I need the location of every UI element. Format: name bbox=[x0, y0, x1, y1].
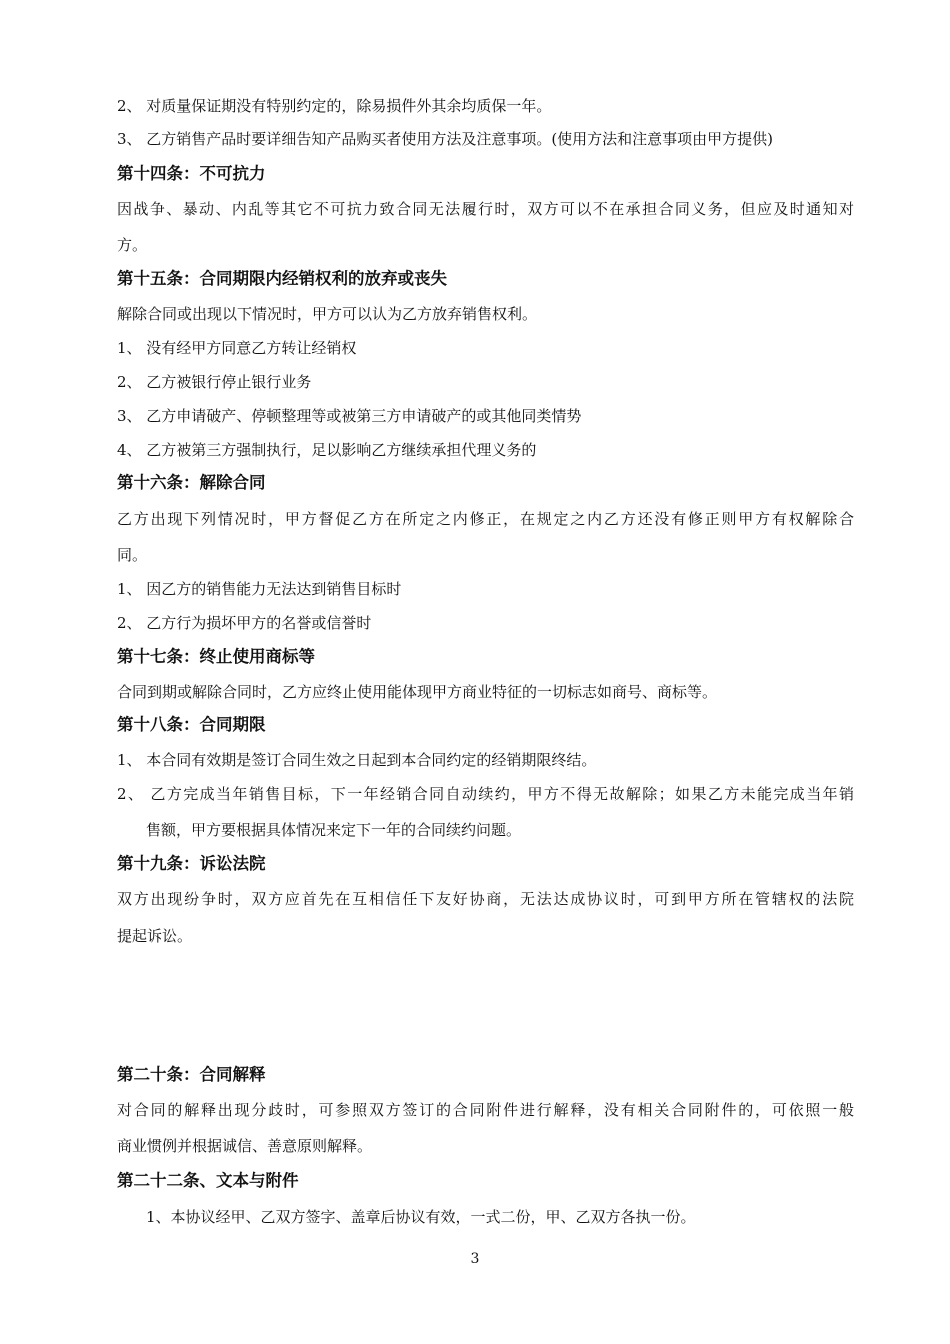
article-19-text-cont: 提起诉讼。 bbox=[117, 927, 193, 945]
article-14-heading: 第十四条：不可抗力 bbox=[117, 164, 266, 183]
article-15-item-1: 1、 没有经甲方同意乙方转让经销权 bbox=[117, 339, 357, 357]
article-18-item-2: 2、 乙方完成当年销售目标，下一年经销合同自动续约，甲方不得无故解除；如果乙方未能完成当年销 bbox=[117, 785, 854, 803]
article-16-text: 乙方出现下列情况时，甲方督促乙方在所定之内修正，在规定之内乙方还没有修正则甲方有权解除合 bbox=[117, 510, 854, 528]
article-15-item-4: 4、 乙方被第三方强制执行，足以影响乙方继续承担代理义务的 bbox=[117, 441, 537, 459]
article-17-text: 合同到期或解除合同时，乙方应终止使用能体现甲方商业特征的一切标志如商号、商标等。 bbox=[117, 683, 718, 701]
article-20-text: 对合同的解释出现分歧时，可参照双方签订的合同附件进行解释，没有相关合同附件的，可依照一般 bbox=[117, 1101, 854, 1119]
article-18-item-2-cont: 售额，甲方要根据具体情况来定下一年的合同续约问题。 bbox=[146, 821, 522, 839]
article-19-text: 双方出现纷争时，双方应首先在互相信任下友好协商，无法达成协议时，可到甲方所在管辖权的法院 bbox=[117, 890, 854, 908]
article-18-heading: 第十八条：合同期限 bbox=[117, 715, 266, 734]
article-14-text: 因战争、暴动、内乱等其它不可抗力致合同无法履行时，双方可以不在承担合同义务，但应及时通知对 bbox=[117, 200, 854, 218]
article-19-heading: 第十九条：诉讼法院 bbox=[117, 854, 266, 873]
article-15-item-2: 2、 乙方被银行停止银行业务 bbox=[117, 373, 312, 391]
article-18-item-1: 1、 本合同有效期是签订合同生效之日起到本合同约定的经销期限终结。 bbox=[117, 751, 597, 769]
article-15-heading: 第十五条：合同期限内经销权利的放弃或丧失 bbox=[117, 269, 447, 288]
article-15-item-3: 3、 乙方申请破产、停顿整理等或被第三方申请破产的或其他同类情势 bbox=[117, 407, 582, 425]
quality-item-2: 2、 对质量保证期没有特别约定的，除易损件外其余均质保一年。 bbox=[117, 97, 552, 115]
article-16-item-2: 2、 乙方行为损坏甲方的名誉或信誉时 bbox=[117, 614, 372, 632]
article-20-heading: 第二十条：合同解释 bbox=[117, 1065, 266, 1084]
article-22-heading: 第二十二条、文本与附件 bbox=[117, 1171, 299, 1190]
page-number: 3 bbox=[470, 1251, 480, 1267]
quality-item-3: 3、 乙方销售产品时要详细告知产品购买者使用方法及注意事项。(使用方法和注意事项由甲方提供) bbox=[117, 130, 774, 148]
article-16-item-1: 1、 因乙方的销售能力无法达到销售目标时 bbox=[117, 580, 402, 598]
article-17-heading: 第十七条：终止使用商标等 bbox=[117, 647, 315, 666]
article-22-item-1: 1、本协议经甲、乙双方签字、盖章后协议有效，一式二份，甲、乙双方各执一份。 bbox=[146, 1208, 696, 1226]
article-16-text-cont: 同。 bbox=[117, 546, 148, 564]
article-16-heading: 第十六条：解除合同 bbox=[117, 473, 266, 492]
article-15-text: 解除合同或出现以下情况时，甲方可以认为乙方放弃销售权利。 bbox=[117, 305, 538, 323]
article-20-text-cont: 商业惯例并根据诚信、善意原则解释。 bbox=[117, 1137, 373, 1155]
article-14-text-cont: 方。 bbox=[117, 236, 148, 254]
